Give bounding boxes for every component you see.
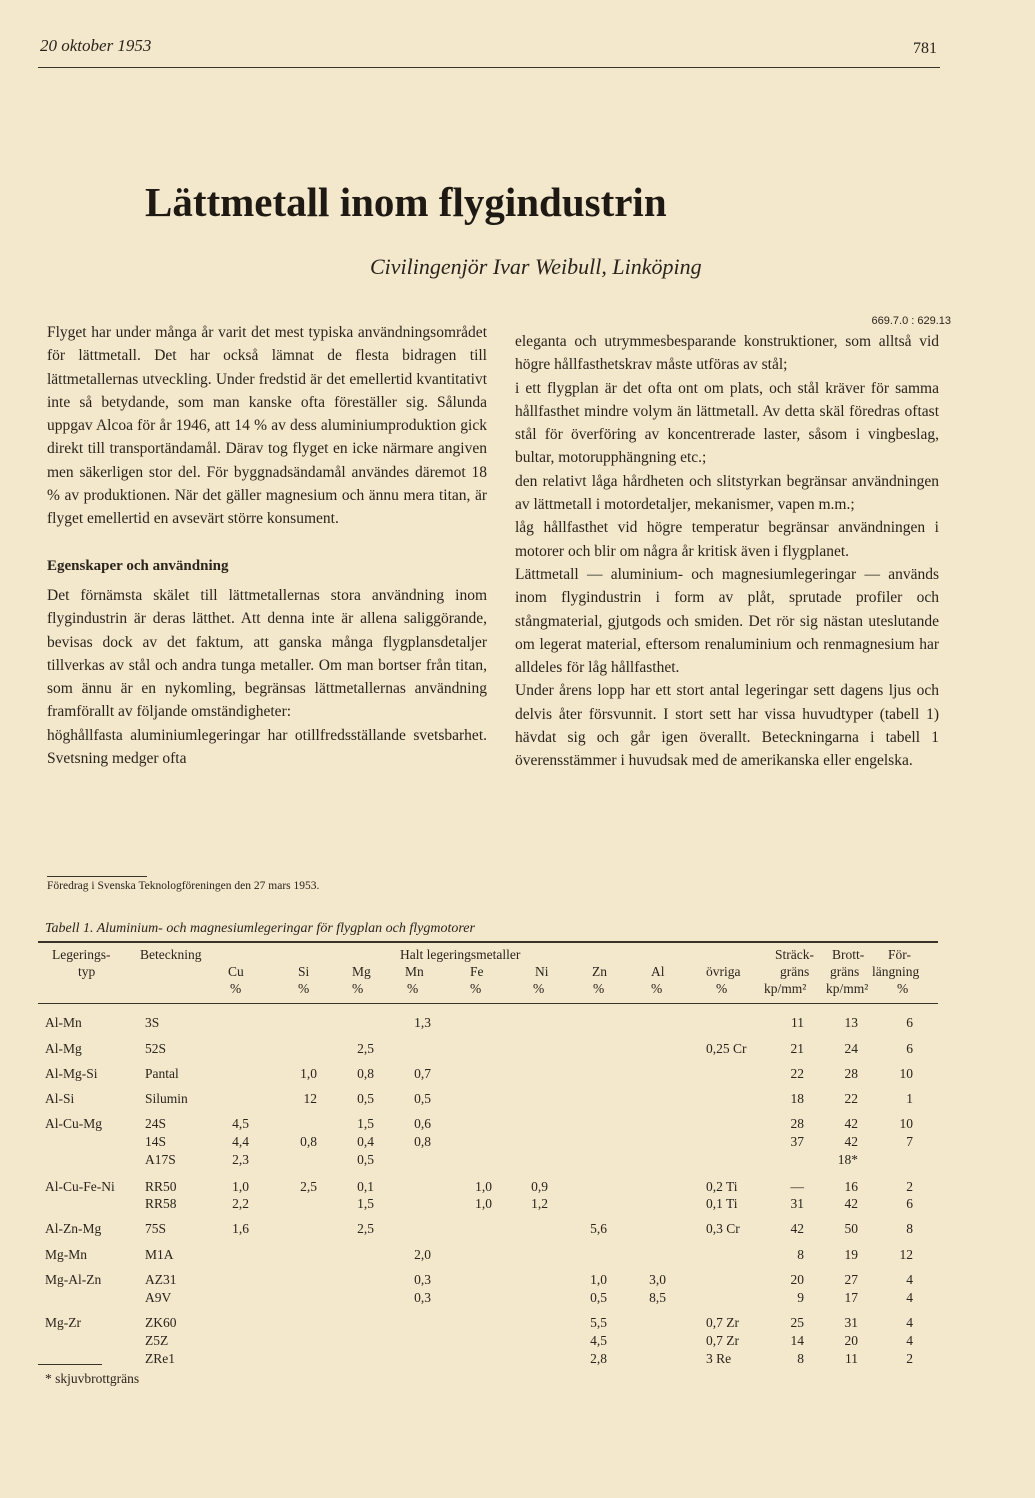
table-cell-str: 37 — [790, 1134, 804, 1149]
table-cell-forl: 6 — [906, 1196, 913, 1211]
table-cell-typ: Al-Si — [45, 1091, 75, 1106]
table-cell-ovr: 0,25 Cr — [706, 1041, 747, 1056]
right-paragraph-3: den relativt låga hårdheten och slitstyrkan begränsar användningen av lättmetall i motordetaljer, mekanismer, vapen m.m.; — [515, 472, 939, 514]
table-cell-mg: 0,8 — [357, 1066, 374, 1081]
table-cell-mg: 2,5 — [357, 1041, 374, 1056]
table-cell-al: 3,0 — [649, 1272, 666, 1287]
table-cell-forl: 1 — [906, 1091, 913, 1106]
table-cell-bet: AZ31 — [145, 1272, 177, 1287]
header-page-number: 781 — [913, 40, 937, 57]
table-cell-mn: 2,0 — [414, 1247, 431, 1262]
table-cell-typ: Al-Mg — [45, 1041, 82, 1056]
header-typ-1: Legerings- — [52, 947, 111, 962]
header-forl-2: längning — [872, 964, 920, 979]
table-cell-cu: 1,6 — [232, 1221, 249, 1236]
table-cell-ovr: 0,2 Ti — [706, 1179, 738, 1194]
header-group: Halt legeringsmetaller — [400, 947, 521, 962]
table-cell-bet: 52S — [145, 1041, 167, 1056]
header-zn-pct: % — [593, 981, 605, 996]
table-cell-ni: 1,2 — [531, 1196, 548, 1211]
header-mg: Mg — [352, 964, 371, 979]
table-cell-bet: 14S — [145, 1134, 167, 1149]
header-cu: Cu — [228, 964, 244, 979]
left-column — [47, 321, 487, 770]
table-cell-str: 22 — [790, 1066, 804, 1081]
table-cell-bet: ZRe1 — [145, 1351, 175, 1366]
table-cell-bet: 24S — [145, 1116, 167, 1131]
header-ni: Ni — [535, 964, 549, 979]
table-cell-mg: 1,5 — [357, 1196, 374, 1211]
header-ni-pct: % — [533, 981, 545, 996]
table-cell-bro: 13 — [844, 1015, 858, 1030]
table-cell-bro: 42 — [844, 1196, 858, 1211]
table-cell-ovr: 0,1 Ti — [706, 1196, 738, 1211]
table-cell-bro: 31 — [844, 1315, 858, 1330]
table-cell-str: 8 — [797, 1247, 804, 1262]
table-cell-forl: 4 — [906, 1333, 913, 1348]
header-brott-2: gräns — [830, 964, 860, 979]
table-cell-bet: A17S — [145, 1152, 176, 1167]
table-cell-bro: 50 — [844, 1221, 858, 1236]
right-paragraph-1: eleganta och utrymmesbesparande konstruktioner, som alltså vid högre hållfasthetskrav måste utföras av stål; — [515, 333, 939, 374]
table-cell-ovr: 0,7 Zr — [706, 1333, 739, 1348]
table-cell-bro: 28 — [844, 1066, 858, 1081]
table-cell-forl: 6 — [906, 1041, 913, 1056]
right-paragraph-4: låg hållfasthet vid högre temperatur begränsar användningen i motorer och blir om några år kritisk även i flygplanet. — [515, 519, 939, 560]
header-date: 20 oktober 1953 — [40, 36, 152, 55]
table-cell-cu: 4,5 — [232, 1116, 249, 1131]
table-cell-mn: 0,7 — [414, 1066, 431, 1081]
table-cell-forl: 2 — [906, 1179, 913, 1194]
header-forl-1: För- — [888, 947, 911, 962]
header-ovriga-pct: % — [716, 981, 728, 996]
header-strack-3: kp/mm² — [764, 981, 807, 996]
table-caption: Tabell 1. Aluminium- och magnesiumlegeringar för flygplan och flygmotorer — [45, 921, 475, 936]
table-cell-typ: Al-Zn-Mg — [45, 1221, 102, 1236]
header-si-pct: % — [298, 981, 310, 996]
table-cell-typ: Al-Mg-Si — [45, 1066, 98, 1081]
table-cell-bro: 17 — [844, 1290, 858, 1305]
header-si: Si — [298, 964, 310, 979]
table-cell-bet: ZK60 — [145, 1315, 177, 1330]
table-cell-zn: 5,6 — [590, 1221, 607, 1236]
section-heading: Egenskaper och användning — [47, 557, 229, 574]
right-paragraph-2: i ett flygplan är det ofta ont om plats, och stål kräver för samma hållfasthet mindre volym än lättmetall. Av detta skäl föredras oftast stål för överföring av koncentrerade laster, såsom i vingbeslag, bultar, motorupphängning etc.; — [515, 379, 939, 467]
table-cell-bro: 42 — [844, 1116, 858, 1131]
header-cu-pct: % — [230, 981, 242, 996]
table-cell-str: 25 — [790, 1315, 804, 1330]
section-paragraph-1: Det förnämsta skälet till lättmetallernas stora användning inom flygindustrin är deras lätthet. Att denna inte är allena saliggörande, bevisas dock av det faktum, att ganska många flygplansdetaljer tillverkas av stål och andra tunga metaller. Om man bortser från titan, som ännu är en nykomling, begränsas lättmetallernas användning framförallt av följande omständigheter: — [47, 586, 487, 721]
table-cell-cu: 1,0 — [232, 1179, 249, 1194]
table-cell-bro: 27 — [844, 1272, 858, 1287]
table-cell-si: 12 — [303, 1091, 317, 1106]
table-cell-str: — — [790, 1179, 804, 1194]
header-ovriga: övriga — [706, 964, 741, 979]
header-fe-pct: % — [470, 981, 482, 996]
table-cell-forl: 6 — [906, 1015, 913, 1030]
header-al: Al — [651, 964, 665, 979]
table-cell-zn: 0,5 — [590, 1290, 607, 1305]
table-cell-mg: 0,5 — [357, 1152, 374, 1167]
table-cell-forl: 10 — [899, 1066, 913, 1081]
table-cell-mg: 0,5 — [357, 1091, 374, 1106]
table-cell-cu: 2,3 — [232, 1152, 249, 1167]
table-cell-bro: 20 — [844, 1333, 858, 1348]
table-cell-bro: 24 — [844, 1041, 858, 1056]
table-cell-typ: Al-Mn — [45, 1015, 82, 1030]
table-cell-mn: 0,3 — [414, 1290, 431, 1305]
section-paragraph-2: höghållfasta aluminiumlegeringar har otillfredsställande svetsbarhet. Svetsning medger ofta — [47, 726, 487, 768]
table-cell-str: 14 — [790, 1333, 804, 1348]
table-cell-forl: 2 — [906, 1351, 913, 1366]
footnote-rule — [47, 876, 147, 877]
table-cell-ovr: 0,7 Zr — [706, 1315, 739, 1330]
table-cell-ni: 0,9 — [531, 1179, 548, 1194]
table-cell-str: 42 — [790, 1221, 804, 1236]
table-cell-zn: 4,5 — [590, 1333, 607, 1348]
table-cell-typ: Mg-Al-Zn — [45, 1272, 102, 1287]
table-cell-mg: 2,5 — [357, 1221, 374, 1236]
udc-classification: 669.7.0 : 629.13 — [871, 315, 951, 327]
right-paragraph-6: Under årens lopp har ett stort antal legeringar sett dagens ljus och delvis åter försvunnit. I stort sett har vissa huvudtyper (tabell 1) hävdat sig och går igen överallt. Beteckningarna i tabell 1 överensstämmer i huvudsak med de amerikanska eller engelska. — [515, 682, 939, 770]
header-strack-1: Sträck- — [775, 947, 814, 962]
table-cell-bro: 42 — [844, 1134, 858, 1149]
table-cell-typ: Al-Cu-Mg — [45, 1116, 102, 1131]
table-cell-bro: 16 — [844, 1179, 858, 1194]
table-cell-ovr: 3 Re — [706, 1351, 732, 1366]
table-cell-si: 2,5 — [300, 1179, 317, 1194]
table-cell-bet: M1A — [145, 1247, 174, 1262]
table-cell-forl: 8 — [906, 1221, 913, 1236]
header-typ-2: typ — [78, 964, 96, 979]
table-cell-bet: RR50 — [145, 1179, 177, 1194]
table-cell-si: 1,0 — [300, 1066, 317, 1081]
table-cell-bet: 75S — [145, 1221, 167, 1236]
table-cell-str: 18 — [790, 1091, 804, 1106]
header-zn: Zn — [592, 964, 607, 979]
table-cell-forl: 4 — [906, 1290, 913, 1305]
table-cell-mg: 0,4 — [357, 1134, 374, 1149]
table-cell-str: 28 — [790, 1116, 804, 1131]
header-mn-pct: % — [407, 981, 419, 996]
table-cell-mg: 1,5 — [357, 1116, 374, 1131]
table-cell-bro: 22 — [844, 1091, 858, 1106]
header-rule — [38, 67, 940, 68]
table-cell-al: 8,5 — [649, 1290, 666, 1305]
table-cell-mn: 0,6 — [414, 1116, 431, 1131]
table-cell-bro: 18* — [837, 1152, 858, 1167]
table-cell-ovr: 0,3 Cr — [706, 1221, 740, 1236]
table-cell-zn: 1,0 — [590, 1272, 607, 1287]
table-cell-si: 0,8 — [300, 1134, 317, 1149]
right-paragraph-5: Lättmetall — aluminium- och magnesiumlegeringar — används inom flygindustrin i form av plåt, sprutade profiler och stångmaterial, gjutgods och smiden. Det rör sig nästan uteslutande om legerat material, eftersom renaluminium och renmagnesium har alldeles för låg hållfasthet. — [515, 565, 939, 677]
table-cell-bet: RR58 — [145, 1196, 177, 1211]
table-cell-bro: 19 — [844, 1247, 858, 1262]
article-byline: Civilingenjör Ivar Weibull, Linköping — [370, 254, 702, 279]
table-cell-str: 31 — [790, 1196, 804, 1211]
table-foot-rule — [38, 1364, 102, 1365]
table-cell-mn: 0,5 — [414, 1091, 431, 1106]
table-cell-cu: 4,4 — [232, 1134, 249, 1149]
table-cell-bet: 3S — [145, 1015, 160, 1030]
table-cell-bet: A9V — [145, 1290, 172, 1305]
table-cell-fe: 1,0 — [475, 1196, 492, 1211]
table-cell-str: 21 — [790, 1041, 804, 1056]
header-fe: Fe — [470, 964, 484, 979]
table-cell-fe: 1,0 — [475, 1179, 492, 1194]
table-cell-typ: Al-Cu-Fe-Ni — [45, 1179, 115, 1194]
table-cell-bet: Z5Z — [145, 1333, 169, 1348]
article-title: Lättmetall inom flygindustrin — [145, 179, 667, 225]
table-cell-forl: 4 — [906, 1315, 913, 1330]
table-cell-forl: 4 — [906, 1272, 913, 1287]
table-cell-mg: 0,1 — [357, 1179, 374, 1194]
table-cell-typ: Mg-Zr — [45, 1315, 81, 1330]
table-cell-str: 20 — [790, 1272, 804, 1287]
table-cell-bet: Silumin — [145, 1091, 188, 1106]
table-cell-typ: Mg-Mn — [45, 1247, 88, 1262]
table-cell-bro: 11 — [845, 1351, 858, 1366]
header-mg-pct: % — [352, 981, 364, 996]
right-column — [515, 330, 939, 773]
table-header-rule — [38, 1003, 938, 1004]
table-cell-zn: 2,8 — [590, 1351, 607, 1366]
header-mn: Mn — [405, 964, 424, 979]
table-cell-forl: 12 — [899, 1247, 913, 1262]
table-cell-str: 8 — [797, 1351, 804, 1366]
header-beteckning: Beteckning — [140, 947, 202, 962]
table-cell-forl: 7 — [906, 1134, 913, 1149]
header-forl-3: % — [897, 981, 909, 996]
header-brott-1: Brott- — [832, 947, 865, 962]
table-cell-str: 11 — [791, 1015, 804, 1030]
header-strack-2: gräns — [780, 964, 810, 979]
header-brott-3: kp/mm² — [826, 981, 869, 996]
table-top-rule — [38, 941, 938, 943]
header-al-pct: % — [651, 981, 663, 996]
table-cell-mn: 0,3 — [414, 1272, 431, 1287]
intro-paragraph: Flyget har under många år varit det mest typiska användningsområdet för lättmetall. Det har också lämnat de flesta bidragen till lättmetallernas utveckling. Under fredstid är det emellertid kvantitativt inte så betydande, som man kanske ofta föreställer sig. Sålunda uppgav Alcoa för år 1946, att 14 % av dess aluminiumproduktion gick direkt till transportändamål. Därav tog flyget en icke närmare angiven men säkerligen stor del. För byggnadsändamål användes däremot 18 % av produktionen. När det gäller magnesium och ännu mera titan, är flyget emellertid en avsevärt större konsument. — [47, 324, 487, 528]
table-cell-zn: 5,5 — [590, 1315, 607, 1330]
table-cell-forl: 10 — [899, 1116, 913, 1131]
table-cell-cu: 2,2 — [232, 1196, 249, 1211]
footnote: Föredrag i Svenska Teknologföreningen den 27 mars 1953. — [47, 880, 320, 892]
table-note: * skjuvbrottgräns — [45, 1371, 140, 1386]
table-cell-mn: 1,3 — [414, 1015, 431, 1030]
table-cell-str: 9 — [797, 1290, 804, 1305]
table-cell-bet: Pantal — [145, 1066, 179, 1081]
table-cell-mn: 0,8 — [414, 1134, 431, 1149]
